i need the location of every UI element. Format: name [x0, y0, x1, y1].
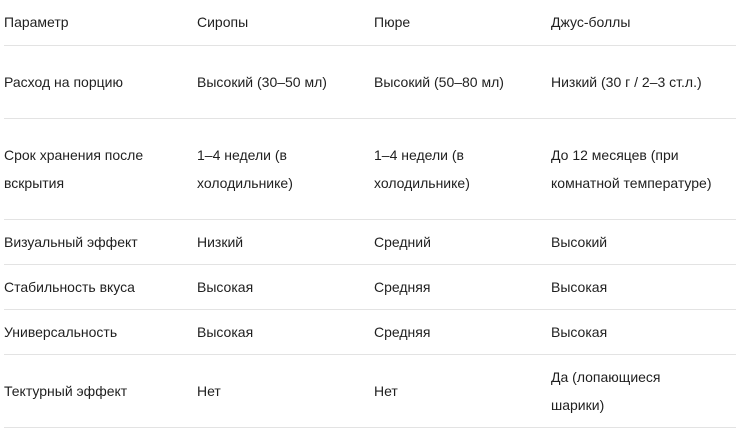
table-cell: Стабильность вкуса: [4, 264, 197, 309]
table-row: [4, 309, 736, 354]
table-cell: Высокая: [197, 264, 374, 309]
table-cell: Да (лопающиеся шарики): [551, 354, 736, 427]
table-cell: Тектурный эффект: [4, 354, 197, 427]
table-cell: Высокий (30–50 мл): [197, 45, 374, 118]
table-cell: Высокая: [197, 309, 374, 354]
table-cell: 1–4 недели (в холодильнике): [374, 118, 551, 219]
header-cell: Пюре: [374, 0, 551, 45]
table-cell: Расход на порцию: [4, 45, 197, 118]
table-cell: Высокий: [551, 219, 736, 264]
table-row: [4, 45, 736, 118]
header-cell: Параметр: [4, 0, 197, 45]
table-cell: Визуальный эффект: [4, 219, 197, 264]
table-cell: Нет: [197, 354, 374, 427]
table-cell: Высокая: [551, 309, 736, 354]
table-cell: Низкий (30 г / 2–3 ст.л.): [551, 45, 736, 118]
table-cell: До 12 месяцев (при комнатной температуре): [551, 118, 736, 219]
table-row: [4, 354, 736, 427]
table-cell: Средний: [374, 219, 551, 264]
table-row: [4, 118, 736, 219]
table-cell: Высокий (50–80 мл): [374, 45, 551, 118]
table-cell: 1–4 недели (в холодильнике): [197, 118, 374, 219]
table-cell: Нет: [374, 354, 551, 427]
table-cell: Средняя: [374, 309, 551, 354]
table-header-row: [4, 0, 736, 45]
table-cell: Средняя: [374, 264, 551, 309]
table-cell: Срок хранения после вскрытия: [4, 118, 197, 219]
table-cell: Универсальность: [4, 309, 197, 354]
comparison-table: [4, 0, 736, 428]
table-row: [4, 264, 736, 309]
header-cell: Джус-боллы: [551, 0, 736, 45]
table-cell: Низкий: [197, 219, 374, 264]
header-cell: Сиропы: [197, 0, 374, 45]
table-row: [4, 219, 736, 264]
table-cell: Высокая: [551, 264, 736, 309]
